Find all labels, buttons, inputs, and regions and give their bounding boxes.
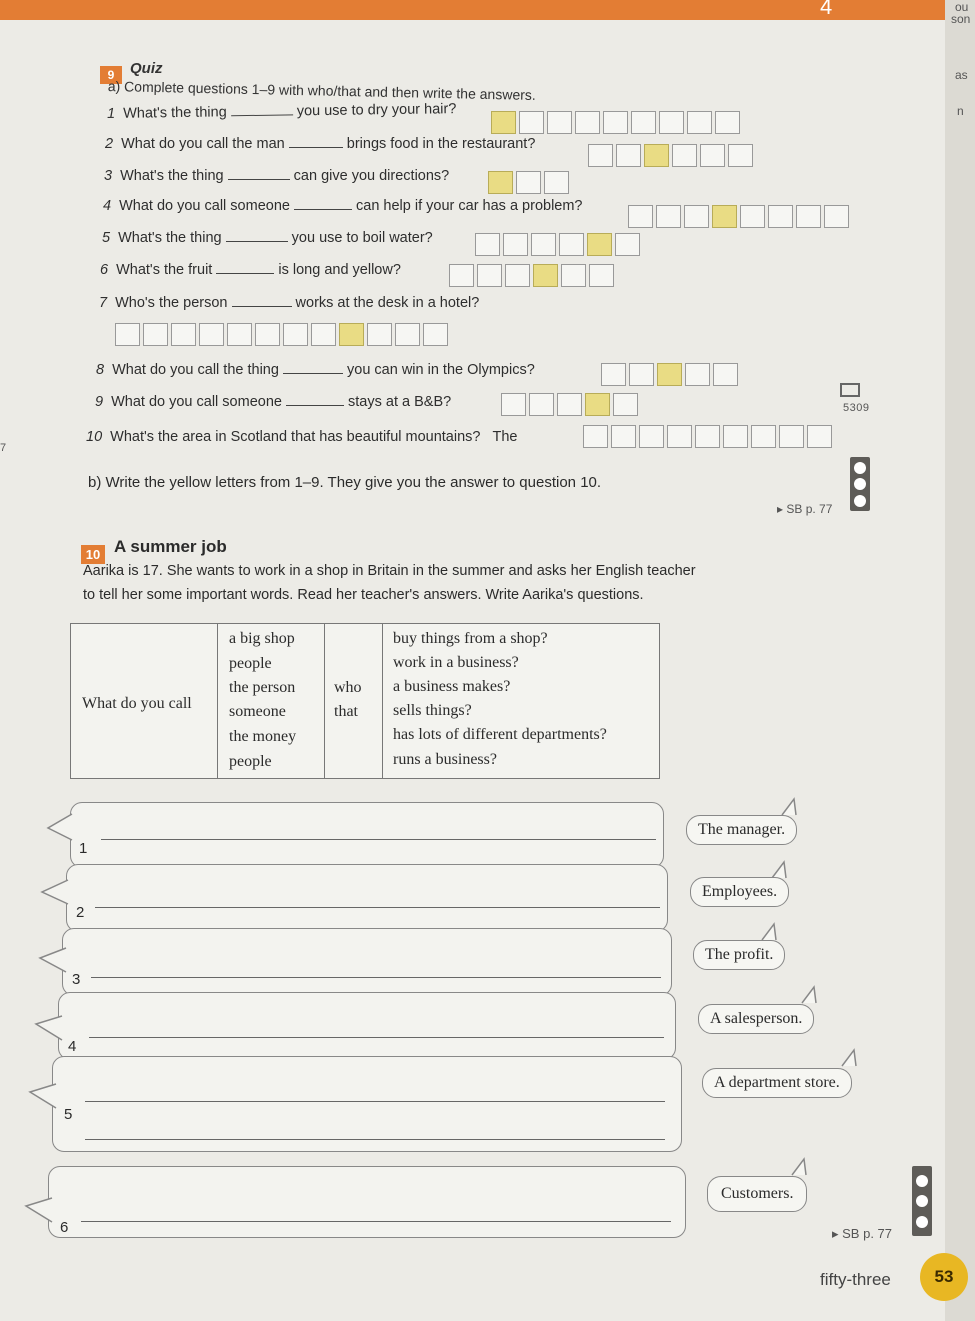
letter-boxes-8[interactable] [601,363,738,386]
sb-reference-10: ▸ SB p. 77 [832,1226,893,1241]
question-text-b: stays at a B&B? [348,394,452,410]
table-cell: who [334,679,362,696]
question-bubble-1[interactable] [70,802,664,868]
question-number: 4 [103,198,112,214]
table-cell: the person [229,679,296,696]
left-margin-text: 7 [0,442,7,454]
speech-tail-icon [46,812,76,842]
question-6 [100,262,401,278]
table-cell: work in a business? [393,654,519,671]
question-text-b: you use to boil water? [291,230,433,246]
table-cell: a big shop [229,630,295,647]
answer-blank[interactable] [294,209,352,210]
online-code: 5309 [843,402,870,414]
speech-tail-icon [760,922,780,942]
answer-bubble-2: Employees. [690,877,789,907]
speech-tail-icon [840,1048,860,1068]
question-4 [103,198,583,214]
answer-blank[interactable] [226,241,288,242]
answer-blank[interactable] [289,147,343,148]
exercise-9-part-b: b) Write the yellow letters from 1–9. They give you the answer to question 10. [88,474,602,491]
question-text-a: What do you call the man [121,136,285,152]
margin-text: n [957,104,964,118]
answer-blank[interactable] [216,273,274,274]
computer-icon [840,383,860,397]
question-text-a: What's the thing [123,104,227,122]
question-text-b: brings food in the restaurant? [346,136,536,152]
header-page-char: 4 [820,0,833,19]
table-cell: buy things from a shop? [393,630,548,647]
question-number: 5 [102,230,111,246]
table-cell: people [229,655,272,672]
question-text-a: What's the thing [120,168,224,184]
item-number: 6 [60,1219,69,1236]
letter-boxes-5[interactable] [475,233,640,256]
question-text-b: is long and yellow? [278,262,401,278]
question-number: 10 [86,429,103,445]
letter-boxes-1[interactable] [491,111,740,134]
question-bubble-6[interactable] [48,1166,686,1238]
exercise-10-number: 10 [81,545,105,564]
table-cell: has lots of different departments? [393,726,607,743]
answer-bubble-6: Customers. [707,1176,807,1212]
item-number: 2 [76,904,85,921]
item-number: 4 [68,1038,77,1055]
letter-boxes-3[interactable] [488,171,569,194]
table-cell: people [229,753,272,770]
question-10 [86,429,518,445]
margin-text: ou [955,0,969,14]
answer-prefix: The [492,429,518,445]
question-number: 2 [105,136,114,152]
exercise-9-title: Quiz [130,60,163,77]
item-number: 3 [72,971,81,988]
page-word: fifty-three [820,1270,891,1289]
answer-blank[interactable] [228,179,290,180]
question-number: 7 [99,295,108,311]
question-bubble-5[interactable] [52,1056,682,1152]
speech-tail-icon [40,878,70,908]
table-cell: runs a business? [393,751,497,768]
letter-boxes-7[interactable] [115,323,448,346]
question-bubble-3[interactable] [62,928,672,996]
answer-bubble-5: A department store. [702,1068,852,1098]
next-page-margin [945,0,975,1321]
item-number: 1 [79,840,88,857]
question-5 [102,230,433,246]
question-number: 9 [95,394,104,410]
question-text-b: you can win in the Olympics? [347,362,535,378]
question-8 [96,362,535,378]
letter-boxes-10[interactable] [583,425,832,448]
answer-bubble-1: The manager. [686,815,797,845]
question-text-a: What's the fruit [116,262,213,278]
answer-blank[interactable] [286,405,344,406]
speech-tail-icon [780,797,800,817]
question-2 [105,136,535,152]
letter-boxes-4[interactable] [628,205,849,228]
top-orange-bar [0,0,945,20]
exercise-9-instruction: a) Complete questions 1–9 with who/that and then write the answers. [107,78,536,103]
question-text-a: What's the thing [118,230,222,246]
exercise-10-paragraph-2: to tell her some important words. Read her teacher's answers. Write Aarika's questions. [83,587,644,603]
question-number: 6 [100,262,109,278]
difficulty-dots-icon [912,1166,932,1236]
speech-tail-icon [38,946,68,976]
speech-tail-icon [28,1082,58,1112]
question-text-b: can help if your car has a problem? [356,198,583,214]
question-text-a: What do you call the thing [112,362,279,378]
question-text-a: What do you call someone [111,394,282,410]
table-cell: the money [229,728,297,745]
answer-blank[interactable] [232,306,292,307]
exercise-10-title: A summer job [114,537,227,556]
speech-tail-icon [24,1196,54,1226]
margin-text: as [955,68,968,82]
margin-text: son [951,12,971,26]
question-text-a: Who's the person [115,295,228,311]
question-text-b: can give you directions? [293,168,450,184]
question-text-a: What do you call someone [119,198,290,214]
item-number: 5 [64,1106,73,1123]
answer-bubble-4: A salesperson. [698,1004,814,1034]
letter-boxes-6[interactable] [449,264,614,287]
speech-tail-icon [800,985,820,1005]
question-7 [99,295,479,311]
question-bubble-4[interactable] [58,992,676,1060]
question-text: What's the area in Scotland that has beautiful mountains? [110,429,481,445]
exercise-9-number: 9 [100,66,122,84]
speech-tail-icon [34,1014,64,1044]
letter-boxes-2[interactable] [588,144,753,167]
question-number: 3 [104,168,113,184]
table-cell: that [334,703,358,720]
table-cell: a business makes? [393,678,511,695]
answer-blank[interactable] [283,373,343,374]
question-text-b: works at the desk in a hotel? [295,295,480,311]
sb-reference-9: ▸ SB p. 77 [777,502,833,516]
question-3 [104,168,449,184]
exercise-10-paragraph-1: Aarika is 17. She wants to work in a shop in Britain in the summer and asks her English teacher [83,563,696,579]
question-1 [107,101,456,122]
question-number: 1 [107,105,116,122]
answer-bubble-3: The profit. [693,940,785,970]
difficulty-dots-icon [850,457,870,511]
question-bubble-2[interactable] [66,864,668,932]
question-9 [95,394,451,410]
table-cell: sells things? [393,702,472,719]
answer-blank[interactable] [231,114,293,116]
table-cell: someone [229,703,286,720]
question-text-b: you use to dry your hair? [296,101,457,120]
substitution-table [70,623,660,779]
table-cell: What do you call [82,695,192,712]
question-number: 8 [96,362,105,378]
speech-tail-icon [790,1157,810,1177]
page-number-badge: 53 [920,1253,968,1301]
letter-boxes-9[interactable] [501,393,638,416]
